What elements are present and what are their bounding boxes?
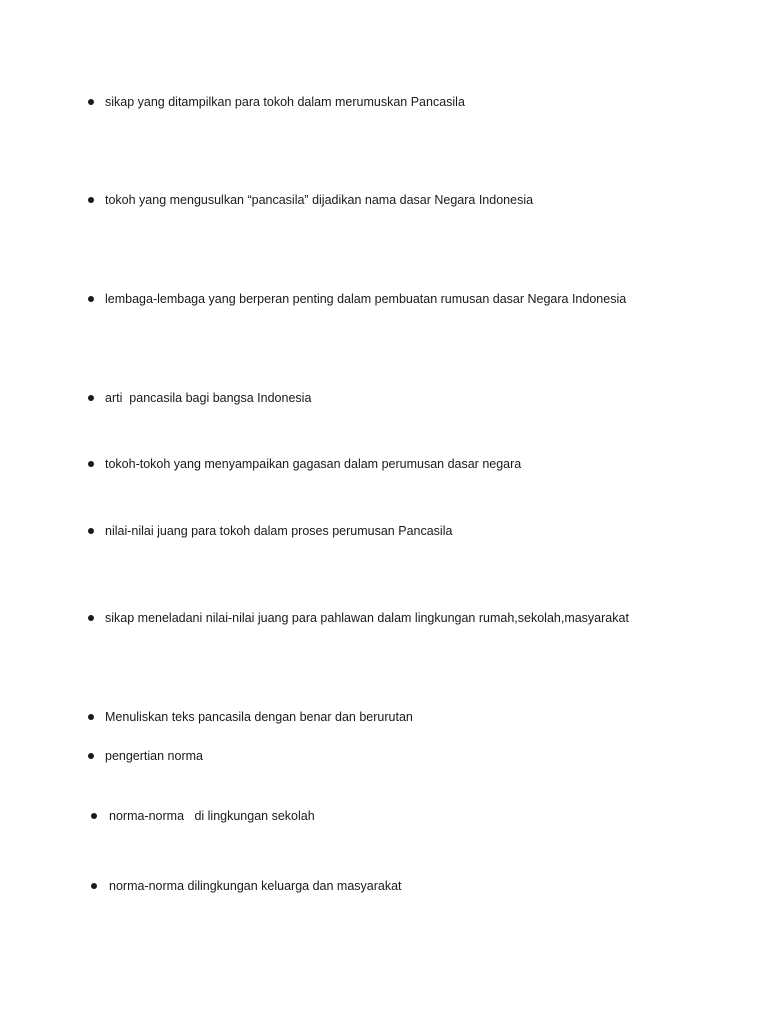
list-item-text: norma-norma dilingkungan keluarga dan masyarakat: [109, 879, 402, 893]
list-item: [88, 389, 311, 407]
list-item: [88, 609, 629, 627]
bullet-icon: [88, 714, 94, 720]
list-item: [91, 877, 402, 895]
list-item-text: lembaga-lembaga yang berperan penting dalam pembuatan rumusan dasar Negara Indonesia: [105, 292, 627, 306]
list-item-text: tokoh-tokoh yang menyampaikan gagasan dalam perumusan dasar negara: [105, 457, 522, 471]
list-item-text: norma-norma di lingkungan sekolah: [109, 809, 315, 823]
list-item: [88, 708, 413, 726]
list-item-text: tokoh yang mengusulkan “pancasila” dijadikan nama dasar Negara Indonesia: [105, 193, 534, 207]
bullet-icon: [88, 615, 94, 621]
bullet-icon: [88, 197, 94, 203]
bullet-icon: [91, 883, 97, 889]
list-item: [88, 747, 203, 765]
bullet-icon: [88, 395, 94, 401]
list-item-text: sikap yang ditampilkan para tokoh dalam merumuskan Pancasila: [105, 95, 465, 109]
bullet-icon: [88, 753, 94, 759]
bullet-icon: [91, 813, 97, 819]
bullet-icon: [88, 296, 94, 302]
list-item-text: arti pancasila bagi bangsa Indonesia: [105, 391, 312, 405]
bullet-icon: [88, 99, 94, 105]
list-item: [88, 455, 521, 473]
list-item-text: sikap meneladani nilai-nilai juang para pahlawan dalam lingkungan rumah,sekolah,masyarakat: [105, 611, 629, 625]
bullet-icon: [88, 528, 94, 534]
list-item-text: pengertian norma: [105, 749, 203, 763]
list-item: [91, 807, 315, 825]
list-item-text: nilai-nilai juang para tokoh dalam proses perumusan Pancasila: [105, 524, 453, 538]
list-item: [88, 522, 452, 540]
list-item-text: Menuliskan teks pancasila dengan benar dan berurutan: [105, 710, 413, 724]
list-item: [88, 93, 465, 111]
bullet-icon: [88, 461, 94, 467]
list-item: [88, 191, 533, 209]
list-item: [88, 290, 626, 308]
